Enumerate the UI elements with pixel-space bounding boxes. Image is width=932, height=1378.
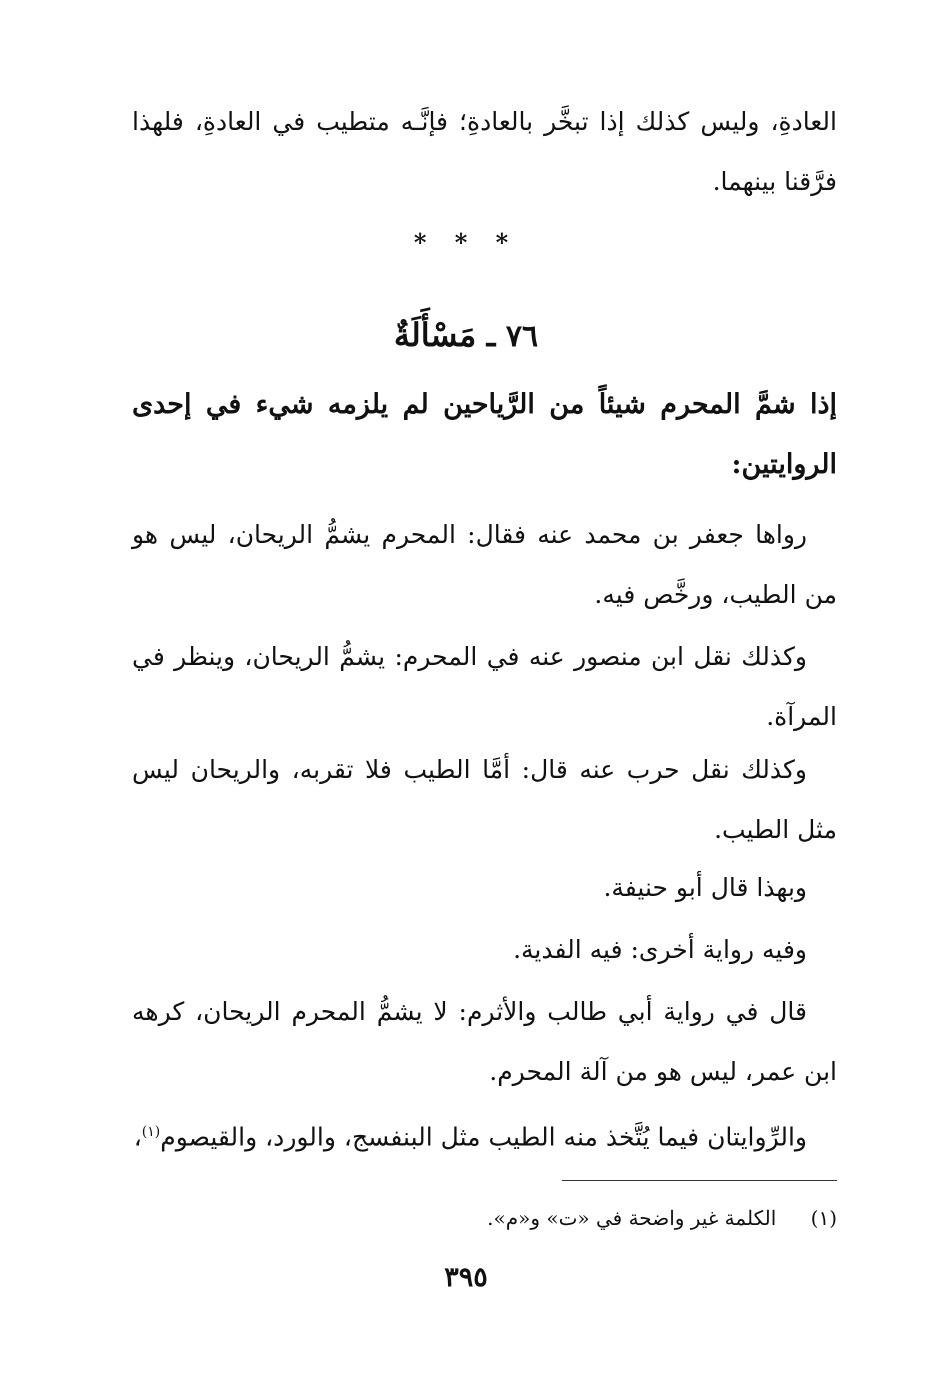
footnote-divider	[562, 1180, 837, 1181]
page-number: ٣٩٥	[444, 1262, 488, 1293]
continuation-line-2: فرَّقنا بينهما.	[712, 167, 837, 196]
paragraph-3-line-2: مثل الطيب.	[714, 815, 837, 844]
section-title: مَسْأَلَةٌ	[393, 316, 477, 354]
footnote	[487, 1200, 837, 1236]
paragraph-6-line-2: ابن عمر، ليس هو من آلة المحرم.	[489, 1057, 837, 1086]
section-heading	[0, 305, 932, 367]
paragraph-2-line-2: المرآة.	[766, 702, 837, 731]
paragraph-2-line-1: وكذلك نقل ابن منصور عنه في المحرم: يشمُّ الريحان، وينظر في	[132, 642, 807, 671]
continuation-line-1: العادةِ، وليس كذلك إذا تبخَّر بالعادةِ؛ فإنَّـه متطيب في العادةِ، فلهذا	[132, 107, 837, 136]
paragraph-6-line-1: قال في رواية أبي طالب والأثرم: لا يشمُّ المحرم الريحان، كرهه	[132, 997, 807, 1026]
paragraph-1-line-2: من الطيب، ورخَّص فيه.	[594, 580, 837, 609]
paragraph-7-text: والرِّوايتان فيما يُتَّخذ منه الطيب مثل البنفسج، والورد، والقيصوم	[160, 1122, 807, 1152]
issue-line-2: الروايتين:	[731, 449, 837, 480]
paragraph-5: وفيه رواية أخرى: فيه الفدية.	[513, 935, 807, 964]
paragraph-7-line-1	[132, 1102, 807, 1167]
section-separator: * * *	[413, 228, 519, 257]
paragraph-3-line-1: وكذلك نقل حرب عنه قال: أمَّا الطيب فلا تقربه، والريحان ليس	[132, 755, 807, 784]
section-number: ٧٦ ـ	[486, 319, 539, 354]
issue-line-1: إذا شمَّ المحرم شيئاً من الرَّياحين لم يلزمه شيء في إحدى	[132, 389, 837, 420]
paragraph-4: وبهذا قال أبو حنيفة.	[603, 873, 807, 902]
footnote-number: (١)	[810, 1206, 837, 1230]
footnote-reference: (١)	[141, 1124, 161, 1140]
paragraph-1-line-1: رواها جعفر بن محمد عنه فقال: المحرم يشمُّ الريحان، ليس هو	[132, 520, 807, 549]
footnote-text: الكلمة غير واضحة في «ت» و«م».	[487, 1206, 777, 1230]
paragraph-7-comma: ،	[133, 1122, 142, 1152]
